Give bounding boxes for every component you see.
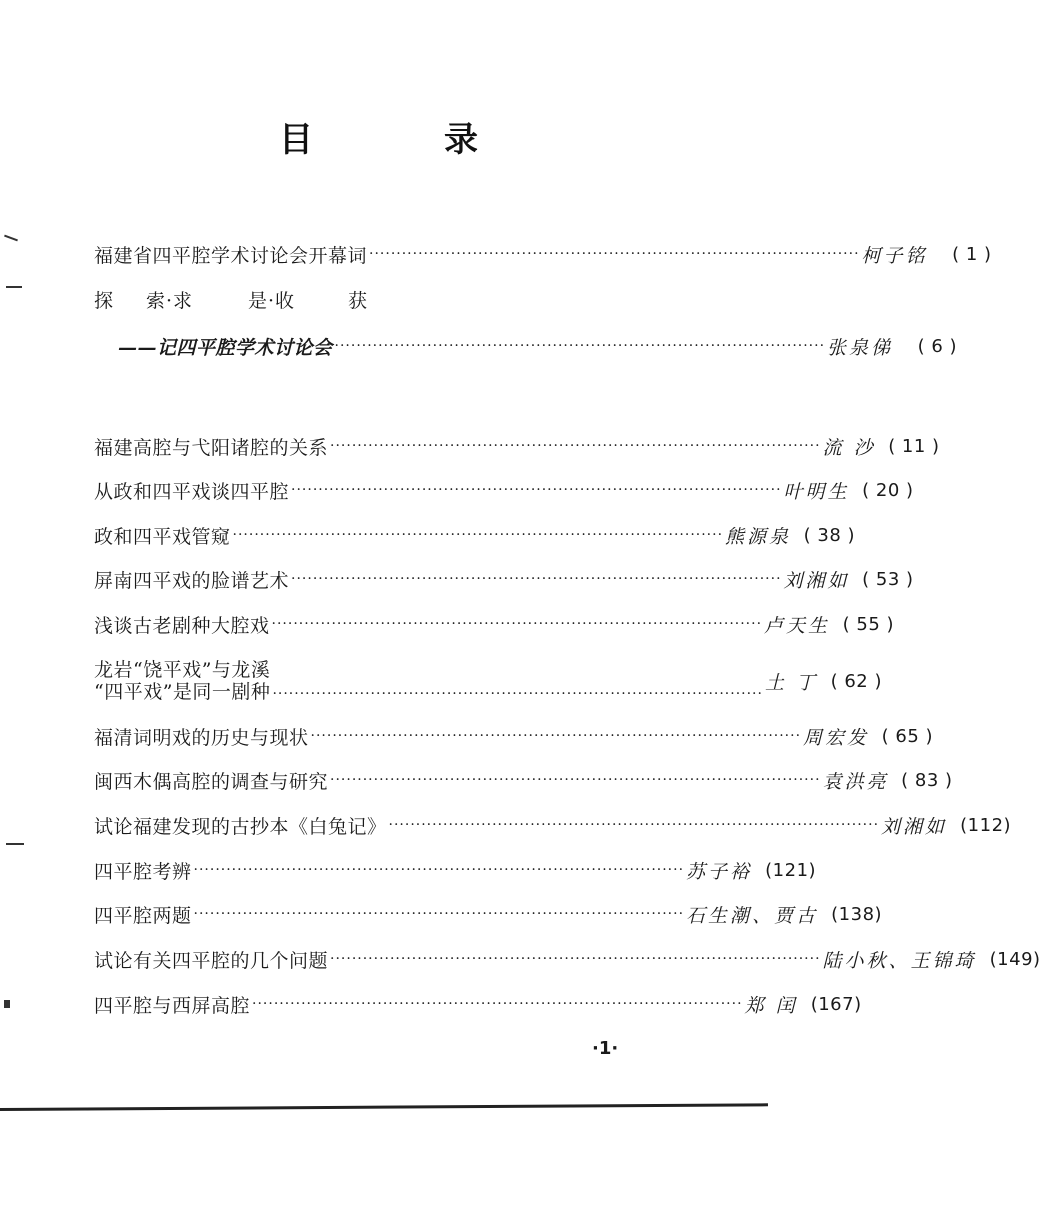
toc-entry-title: 浅谈古老剧种大腔戏	[94, 614, 270, 637]
toc-entry-author: 刘湘如	[881, 815, 948, 838]
dot-leader: ··························································································	[291, 571, 782, 587]
toc-entry-title-line: 龙岩“饶平戏”与龙溪	[94, 659, 271, 681]
dot-leader: ··························································································	[232, 527, 724, 543]
toc-entry-title: 闽西木偶高腔的调查与研究	[94, 770, 329, 793]
toc-entry-page: ( 55 )	[842, 613, 895, 635]
toc-entry-author: 卢天生	[764, 614, 831, 637]
toc-entry[interactable]	[118, 329, 958, 363]
toc-entry-title: 试论福建发现的古抄本《白兔记》	[94, 815, 387, 838]
heading-part: 是·收	[248, 290, 296, 312]
dot-leader: ··························································································	[272, 686, 763, 702]
dot-leader: ··························································································	[271, 616, 763, 632]
toc-entry-author: 苏子裕	[686, 860, 753, 883]
toc-entry-page: ( 1 )	[952, 243, 992, 265]
margin-mark	[6, 843, 24, 845]
dot-leader: ··························································································	[193, 906, 685, 922]
dot-leader: ··························································································	[330, 951, 821, 967]
toc-entry[interactable]	[94, 607, 895, 641]
toc-section-heading	[94, 286, 368, 313]
heading-part: 索·求	[146, 290, 194, 312]
toc-entry-title: 四平腔考辨	[94, 860, 192, 883]
dot-leader: ··························································································	[330, 438, 821, 454]
toc-entry[interactable]	[94, 237, 992, 271]
toc-entry-page: ( 83 )	[901, 769, 953, 791]
toc-entry-author: 石生潮、贾古	[686, 904, 819, 927]
toc-entry-page: ( 62 )	[830, 670, 883, 692]
toc-entry-page: (112)	[960, 814, 1012, 836]
toc-entry-author: 刘湘如	[783, 569, 850, 592]
dot-leader: ··························································································	[252, 996, 743, 1012]
toc-entry[interactable]	[94, 518, 856, 552]
heading-part: 探	[94, 290, 115, 312]
toc-entry-title: 福清词明戏的历史与现状	[94, 726, 309, 749]
toc-entry-page: (149)	[989, 948, 1041, 970]
toc-entry-author: 陆小秋、王锦琦	[822, 949, 977, 972]
toc-entry-author: 郑 闰	[744, 994, 798, 1017]
toc-entry-page: ( 11 )	[888, 435, 940, 457]
toc-entry-title: 四平腔与西屏高腔	[94, 994, 251, 1017]
dot-leader: ··························································································	[291, 482, 782, 498]
toc-entry-title-line: “四平戏”是同一剧种	[94, 681, 271, 703]
toc-entry[interactable]	[94, 942, 1041, 976]
title-char-1: 目	[279, 120, 313, 160]
dot-leader: ··························································································	[330, 772, 821, 788]
toc-entry[interactable]	[94, 763, 953, 797]
toc-entry-title: 屏南四平戏的脸谱艺术	[94, 569, 290, 592]
margin-mark	[4, 235, 18, 242]
page-title	[0, 112, 864, 168]
heading-part: 获	[348, 290, 369, 312]
toc-entry-title: 福建高腔与弋阳诸腔的关系	[94, 436, 329, 459]
toc-entry[interactable]	[94, 656, 883, 706]
toc-entry[interactable]	[94, 808, 1012, 842]
dot-leader: ··························································································	[388, 817, 880, 833]
toc-entry-page: ( 65 )	[881, 725, 934, 747]
toc-entry-author: 周宏发	[803, 726, 870, 749]
toc-entry-title: 从政和四平戏谈四平腔	[94, 480, 290, 503]
toc-entry-title: 福建省四平腔学术讨论会开幕词	[94, 244, 368, 267]
toc-entry-author: 叶明生	[783, 480, 850, 503]
dot-leader: ··························································································	[334, 338, 826, 354]
toc-entry[interactable]	[94, 719, 934, 753]
toc-entry-page: ( 6 )	[917, 335, 958, 357]
toc-entry-author: 熊源泉	[725, 525, 792, 548]
toc-entry[interactable]	[94, 853, 817, 887]
margin-mark	[6, 286, 22, 288]
toc-entry-author: 张泉俤	[827, 336, 894, 359]
toc-entry-title	[94, 659, 270, 703]
dot-leader: ··························································································	[310, 728, 802, 744]
title-char-2: 录	[444, 120, 478, 160]
toc-entry[interactable]	[94, 987, 862, 1021]
toc-entry[interactable]	[94, 429, 940, 463]
toc-entry-author: 土 丁	[764, 671, 819, 694]
toc-entry-title: 政和四平戏管窥	[94, 525, 231, 548]
toc-entry[interactable]	[94, 562, 914, 596]
dot-leader: ··························································································	[369, 246, 860, 262]
bottom-rule	[0, 1103, 768, 1111]
toc-entry-page: (167)	[810, 993, 862, 1015]
toc-entry-title: ——记四平腔学术讨论会	[118, 336, 333, 359]
toc-entry-title: 四平腔两题	[94, 904, 192, 927]
toc-entry-page: (121)	[765, 859, 817, 881]
toc-entry-author: 柯子铭	[861, 244, 928, 267]
toc-entry-author: 流 沙	[822, 436, 876, 459]
toc-entry-page: ( 38 )	[803, 524, 856, 546]
margin-mark	[4, 1000, 10, 1008]
footer-page-number: ·1·	[592, 1038, 619, 1059]
toc-entry-page: (138)	[831, 903, 883, 925]
toc-entry-page: ( 20 )	[862, 479, 914, 501]
toc-entry-title: 试论有关四平腔的几个问题	[94, 949, 329, 972]
dot-leader: ··························································································	[193, 862, 685, 878]
toc-entry[interactable]	[94, 897, 883, 931]
toc-entry[interactable]	[94, 473, 914, 507]
toc-entry-page: ( 53 )	[862, 568, 914, 590]
toc-entry-author: 袁洪亮	[822, 770, 889, 793]
